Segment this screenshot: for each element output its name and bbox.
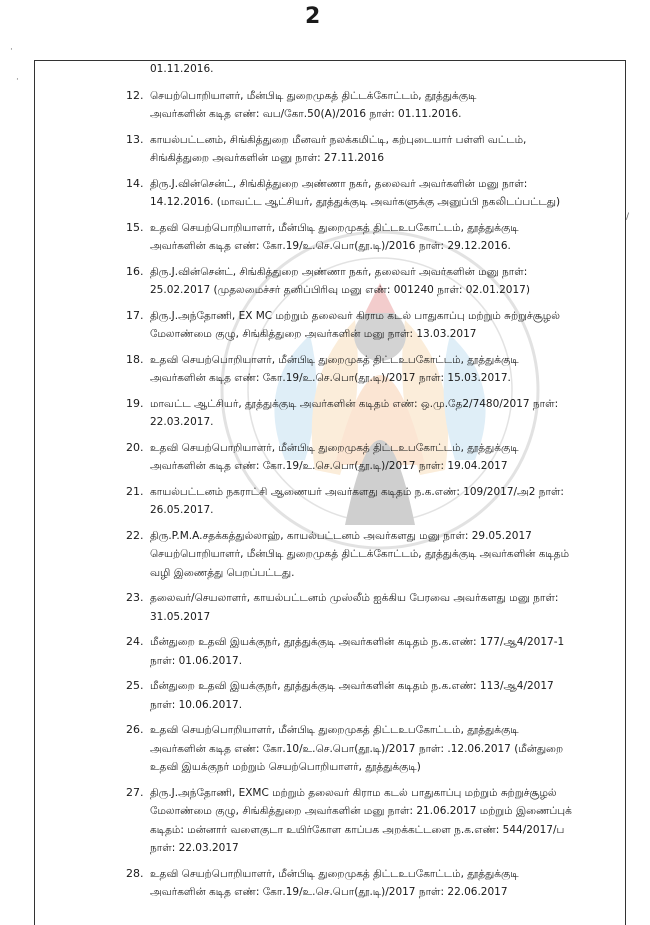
continuation-line: 01.11.2016. bbox=[150, 63, 214, 75]
item-text-line: அவர்களின் கடித எண்: கோ.19/உ.செ.பொ(தூ.டி)/2017 நாள்: 22.06.2017 bbox=[150, 886, 508, 898]
list-item bbox=[126, 483, 615, 520]
item-text-line: அவர்களின் கடித எண்: கோ.10/உ.செ.பொ(தூ.டி)/2017 நாள்: .12.06.2017 (மீன்துறை bbox=[150, 742, 564, 755]
item-text-line: உதவி செயற்பொறியாளர், மீன்பிடி துறைமுகத் திட்டஉபகோட்டம், தூத்துக்குடி bbox=[150, 724, 519, 736]
list-item bbox=[126, 351, 615, 388]
list-item bbox=[126, 633, 615, 670]
item-number: 17. bbox=[126, 308, 144, 322]
list-item bbox=[126, 87, 615, 124]
item-text-line: திரு.J.அந்தோணி, EX MC மற்றும் தலைவர் கிராம கடல் பாதுகாப்பு மற்றும் சுற்றுச்சூழல் bbox=[150, 309, 560, 322]
item-number: 22. bbox=[126, 528, 144, 542]
list-item bbox=[126, 721, 615, 777]
list-item bbox=[126, 784, 615, 858]
references-list bbox=[126, 60, 615, 909]
list-item bbox=[126, 307, 615, 344]
margin-mark: · bbox=[16, 75, 19, 85]
list-item bbox=[126, 131, 615, 168]
item-number: 16. bbox=[126, 264, 144, 278]
item-text-line: 31.05.2017 bbox=[150, 610, 211, 623]
margin-mark: / bbox=[626, 212, 630, 222]
item-text-line: அவர்களின் கடித எண்: கோ.19/உ.செ.பொ(தூ.டி)/2017 நாள்: 15.03.2017. bbox=[150, 372, 511, 384]
margin-mark: · bbox=[10, 45, 13, 55]
item-text-line: திரு.J.அந்தோணி, EXMC மற்றும் தலைவர் கிராம கடல் பாதுகாப்பு மற்றும் சுற்றுச்சூழல் bbox=[150, 786, 557, 799]
item-number: 12. bbox=[126, 88, 144, 102]
item-number: 24. bbox=[126, 635, 144, 648]
item-text-line: மேலாண்மை குழு, சிங்கித்துறை அவர்களின் மனு நாள்: 21.06.2017 மற்றும் இணைப்புக் bbox=[150, 805, 572, 817]
list-item bbox=[126, 175, 615, 212]
list-item bbox=[126, 677, 615, 714]
item-text-line: கடிதம்: மன்னார் வளைகுடா உயிர்கோள காப்பக அறக்கட்டளை ந.க.எண்: 544/2017/ப bbox=[150, 823, 565, 836]
list-item bbox=[126, 527, 615, 583]
list-item bbox=[126, 219, 615, 256]
item-number: 27. bbox=[126, 785, 144, 799]
item-text-line: அவர்களின் கடித எண்: வப/கோ.50(A)/2016 நாள்: 01.11.2016. bbox=[150, 108, 462, 120]
list-item bbox=[126, 865, 615, 902]
item-number: 18. bbox=[126, 352, 144, 366]
item-number: 21. bbox=[126, 484, 144, 498]
item-text-line: 25.02.2017 (முதலமைச்சர் தனிப்பிரிவு மனு எண்: 001240 நாள்: 02.01.2017) bbox=[150, 284, 530, 296]
item-text-line: மாவட்ட ஆட்சியர், தூத்துக்குடி அவர்களின் கடிதம் எண்: ஒ.மு.தே2/7480/2017 நாள்: bbox=[150, 397, 559, 410]
item-text-line: 26.05.2017. bbox=[150, 504, 214, 516]
list-item bbox=[126, 439, 615, 476]
item-number: 26. bbox=[126, 723, 144, 736]
item-text-line: 22.03.2017. bbox=[150, 416, 214, 428]
item-number: 20. bbox=[126, 440, 144, 454]
item-text-line: தலைவர்/செயலாளர், காயல்பட்டனம் முஸ்லீம் ஐக்கிய பேரவை அவர்களது மனு நாள்: bbox=[150, 592, 559, 604]
item-number: 23. bbox=[126, 591, 144, 604]
list-item bbox=[126, 395, 615, 432]
item-text-line: செயற்பொறியாளர், மீன்பிடி துறைமுகத் திட்டக்கோட்டம், தூத்துக்குடி bbox=[150, 89, 477, 102]
item-text-line: மேலாண்மை குழு, சிங்கித்துறை அவர்களின் மனு நாள்: 13.03.2017 bbox=[150, 328, 477, 340]
list-item bbox=[126, 263, 615, 300]
item-text-line: உதவி செயற்பொறியாளர், மீன்பிடி துறைமுகத் திட்டஉபகோட்டம், தூத்துக்குடி bbox=[150, 353, 519, 366]
item-number: 13. bbox=[126, 132, 144, 146]
item-text-line: உதவி செயற்பொறியாளர், மீன்பிடி துறைமுகத் திட்டஉபகோட்டம், தூத்துக்குடி bbox=[150, 441, 519, 454]
item-text-line: செயற்பொறியாளர், மீன்பிடி துறைமுகத் திட்டக்கோட்டம், தூத்துக்குடி அவர்களின் கடிதம் bbox=[150, 548, 570, 560]
item-text-line: காயல்பட்டனம், சிங்கித்துறை மீனவர் நலக்கமிட்டி, கற்புடையார் பள்ளி வட்டம், bbox=[150, 133, 527, 146]
item-text-line: வழி இணைத்து பெறப்பட்டது. bbox=[150, 566, 295, 579]
item-text-line: மீன்துறை உதவி இயக்குநர், தூத்துக்குடி அவர்களின் கடிதம் ந.க.எண்: 177/ஆ4/2017-1 bbox=[150, 636, 565, 648]
item-text-line: அவர்களின் கடித எண்: கோ.19/உ.செ.பொ(தூ.டி)/2016 நாள்: 29.12.2016. bbox=[150, 240, 511, 252]
item-text-line: 14.12.2016. (மாவட்ட ஆட்சியர், தூத்துக்குடி அவர்களுக்கு அனுப்பி நகலிடப்பட்டது) bbox=[150, 196, 561, 208]
item-text-line: அவர்களின் கடித எண்: கோ.19/உ.செ.பொ(தூ.டி)/2017 நாள்: 19.04.2017 bbox=[150, 460, 508, 472]
item-text-line: திரு.J.வின்சென்ட், சிங்கித்துறை அண்ணா நகர், தலைவர் அவர்களின் மனு நாள்: bbox=[150, 177, 528, 190]
item-text-line: நாள்: 10.06.2017. bbox=[150, 698, 243, 711]
page-number: 2 bbox=[305, 4, 321, 29]
item-text-line: உதவி செயற்பொறியாளர், மீன்பிடி துறைமுகத் திட்டஉபகோட்டம், தூத்துக்குடி bbox=[150, 867, 519, 880]
item-number: 15. bbox=[126, 220, 144, 234]
item-number: 28. bbox=[126, 866, 144, 880]
item-number: 25. bbox=[126, 679, 144, 692]
item-text-line: காயல்பட்டனம் நகராட்சி ஆணையர் அவர்களது கடிதம் ந.க.எண்: 109/2017/அ2 நாள்: bbox=[150, 485, 564, 498]
item-number: 14. bbox=[126, 176, 144, 190]
item-number: 19. bbox=[126, 396, 144, 410]
item-text-line: உதவி செயற்பொறியாளர், மீன்பிடி துறைமுகத் திட்டஉபகோட்டம், தூத்துக்குடி bbox=[150, 221, 519, 234]
list-item bbox=[126, 589, 615, 626]
item-text-line: திரு.P.M.A.சதக்கத்துல்லாஹ், காயல்பட்டனம் அவர்களது மனு நாள்: 29.05.2017 bbox=[150, 529, 532, 542]
item-text-line: மீன்துறை உதவி இயக்குநர், தூத்துக்குடி அவர்களின் கடிதம் ந.க.எண்: 113/ஆ4/2017 bbox=[150, 680, 554, 692]
item-text-line: உதவி இயக்குநர் மற்றும் செயற்பொறியாளர், தூத்துக்குடி) bbox=[150, 761, 421, 773]
item-text-line: நாள்: 22.03.2017 bbox=[150, 842, 239, 854]
item-text-line: திரு.J.வின்சென்ட், சிங்கித்துறை அண்ணா நகர், தலைவர் அவர்களின் மனு நாள்: bbox=[150, 265, 528, 278]
item-text-line: நாள்: 01.06.2017. bbox=[150, 654, 243, 667]
item-text-line: சிங்கித்துறை அவர்களின் மனு நாள்: 27.11.2016 bbox=[150, 152, 385, 164]
